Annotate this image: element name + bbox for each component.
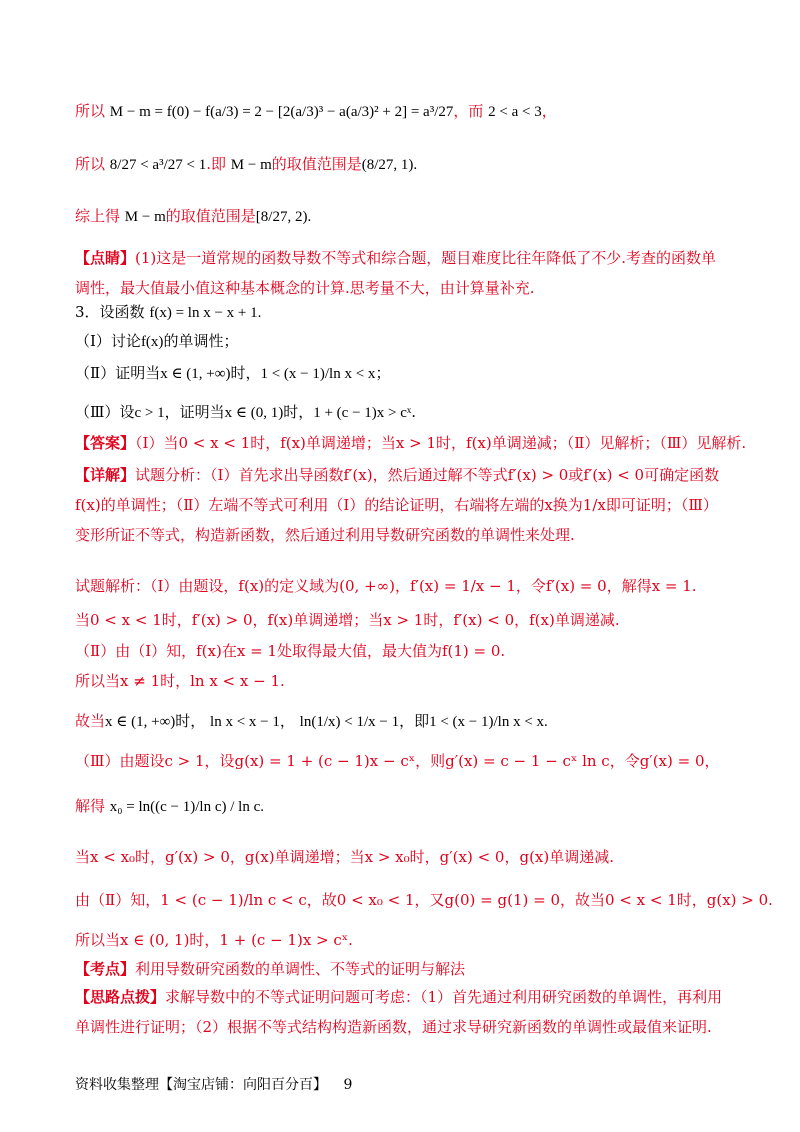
text-sol-10: 所以当x ∈ (0, 1)时，1 + (c − 1)x > cˣ. [75,931,353,949]
text-q3-iii-end: . [411,403,417,421]
math-q3-func: f(x) = ln x − x + 1. [149,305,262,321]
math-m-minus-m-eq: M − m = f(0) − f(a/3) = 2 − [2(a/3)³ − a(a/3)² + 2] = a³/27 [109,104,454,120]
text-suoyi: 所以 [75,102,106,120]
solution-line-9 [75,889,773,911]
text-sol-5-pre: 故当 [75,712,106,730]
solution-line-1 [75,575,697,597]
solution-line-7 [75,795,264,818]
text-sol-4: 所以当x ≠ 1时，ln x < x − 1. [75,672,285,690]
text-q3-ii: （Ⅱ）证明当 [75,364,161,382]
math-q3-iii-c: c > 1 [134,405,165,421]
text-range-label: 的取值范围是 [271,155,362,173]
text-ji: .即 [206,155,226,173]
silu-paragraph [75,982,730,1042]
math-q3-ii-cond: x ∈ (1, +∞) [160,366,231,382]
text-range-label-2: 的取值范围是 [165,207,256,225]
answer-line [75,432,746,454]
text-sol-7-pre: 解得 [75,797,106,815]
text-silu: 求解导数中的不等式证明问题可考虑：（1）首先通过利用研究函数的单调性，再利用单调性进行证明；（2）根据不等式结构构造新函数，通过求导研究新函数的单调性或最值来证明. [75,988,723,1036]
page-number: 9 [343,1077,353,1093]
math-q3-iii-ineq: 1 + (c − 1)x > cˣ [313,405,412,421]
tag-silu: 【思路点拨】 [75,988,166,1006]
text-dianjing: (1)这是一道常规的函数导数不等式和综合题，题目难度比往年降低了不少.考查的函数单调性，最大值最小值这种基本概念的计算.思考量不大，由计算量补充. [75,249,717,297]
question-3-title [75,301,261,324]
text-kaodian: 利用导数研究函数的单调性、不等式的证明与解法 [135,960,466,978]
math-sol-5-b: ln x < x − 1， [210,714,295,730]
line-range-open [75,153,417,176]
text-q3-title: 3．设函数 [75,303,145,321]
question-3-part-2 [75,362,390,385]
tag-detail: 【详解】 [75,466,136,484]
line-m-minus-m-expression [75,100,557,123]
dianjing-paragraph [75,243,730,303]
text-detail: 试题分析：（Ⅰ）首先求出导函数f′(x)，然后通过解不等式f′(x) > 0或f′(x) < 0可确定函数f(x)的单调性；（Ⅱ）左端不等式可利用（Ⅰ）的结论证明，右端将左端的x换为1/x即可证明；（Ⅲ）变形所证不等式，构造新函数，然后通过利用导数研究函数的单调性来处理. [75,466,720,544]
tag-kaodian: 【考点】 [75,960,136,978]
math-m-minus-m: M − m [230,157,272,173]
math-sol-5-c: ln(1/x) < 1/x − 1，即 [299,714,430,730]
solution-line-2 [75,609,620,631]
solution-line-4 [75,670,285,692]
question-3-part-3 [75,401,416,424]
solution-line-5 [75,710,548,733]
text-answer: （Ⅰ）当0 < x < 1时，f(x)单调递增；当x > 1时，f(x)单调递减；（Ⅱ）见解析；（Ⅲ）见解析. [135,434,747,452]
math-sol-5-a: x ∈ (1, +∞)时， [105,714,206,730]
text-q3-ii-end: ； [375,364,391,382]
math-q3-i-fx: f(x) [140,334,164,350]
math-range-final: [8/27, 2). [255,209,312,225]
detail-paragraph [75,460,730,550]
math-range-open: (8/27, 1). [361,157,418,173]
solution-line-10 [75,929,353,951]
text-sol-1: 试题解析：（Ⅰ）由题设，f(x)的定义域为(0, +∞)，f′(x) = 1/x − 1，令f′(x) = 0，解得x = 1. [75,577,697,595]
text-er: ，而 [453,102,484,120]
text-sol-3: （Ⅱ）由（Ⅰ）知，f(x)在x = 1处取得最大值，最大值为f(1) = 0. [75,642,506,660]
text-comma: ， [541,102,557,120]
text-q3-i-end: 的单调性； [163,332,239,350]
math-q3-ii-ineq: 1 < (x − 1)/ln x < x [260,366,376,382]
footer-source: 资料收集整理【淘宝店铺：向阳百分百】 [75,1077,327,1093]
text-q3-iii: （Ⅲ）设 [75,403,135,421]
solution-line-8 [75,846,614,868]
text-sol-9: 由（Ⅱ）知，1 < (c − 1)/ln c < c，故0 < x₀ < 1，又g(0) = g(1) = 0，故当0 < x < 1时，g(x) > 0. [75,891,773,909]
math-a-range: 2 < a < 3 [488,104,542,120]
text-q3-iii-mid2: 时， [283,403,314,421]
text-sol-8: 当x < x₀时，g′(x) > 0，g(x)单调递增；当x > x₀时，g′(x) < 0，g(x)单调递减. [75,848,615,866]
math-q3-iii-cond: x ∈ (0, 1) [224,405,284,421]
text-zongshang: 综上得 [75,207,121,225]
text-q3-ii-mid: 时， [230,364,261,382]
text-q3-i: （Ⅰ）讨论 [75,332,141,350]
math-m-minus-m-2: M − m [124,209,166,225]
solution-line-3 [75,640,505,662]
text-sol-2: 当0 < x < 1时，f′(x) > 0，f(x)单调递增；当x > 1时，f′(x) < 0，f(x)单调递减. [75,611,620,629]
tag-answer: 【答案】 [75,434,136,452]
math-x0-eq: x₀ = ln((c − 1)/ln c) / ln c. [109,799,264,815]
page-footer [75,1074,352,1094]
math-a3-ineq: 8/27 < a³/27 < 1 [109,157,207,173]
question-3-part-1 [75,330,238,353]
solution-line-6 [75,750,720,772]
math-sol-5-d: 1 < (x − 1)/ln x < x. [429,714,548,730]
text-sol-6: （Ⅲ）由题设c > 1，设g(x) = 1 + (c − 1)x − cˣ，则g′(x) = c − 1 − cˣ ln c，令g′(x) = 0， [75,752,720,770]
text-q3-iii-mid: ，证明当 [164,403,225,421]
tag-dianjing: 【点睛】 [75,249,136,267]
kaodian-line [75,958,465,980]
text-suoyi-2: 所以 [75,155,106,173]
line-conclusion-range [75,205,311,228]
